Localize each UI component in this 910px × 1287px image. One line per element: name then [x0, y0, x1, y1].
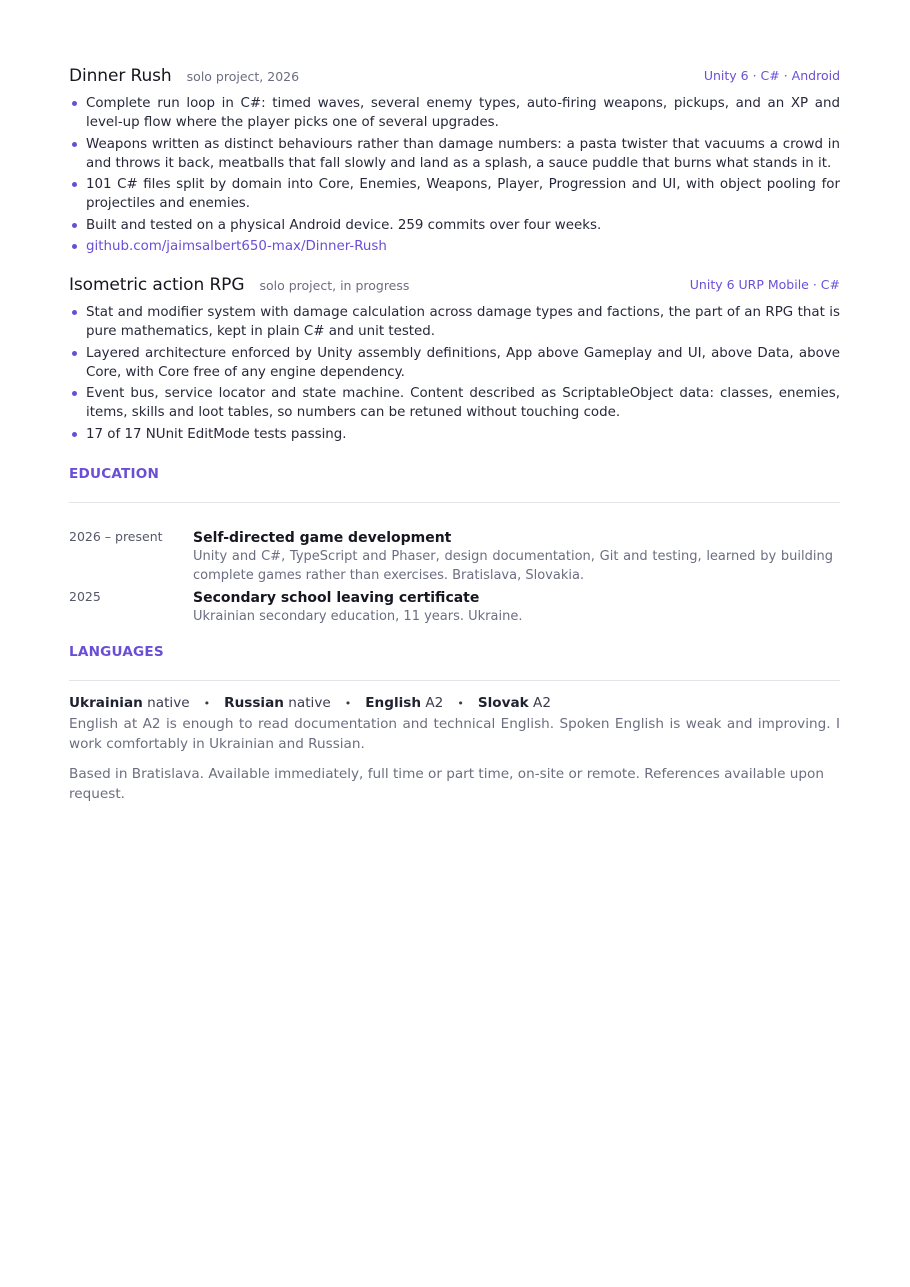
separator: •	[344, 696, 352, 710]
list-item: Weapons written as distinct behaviours rather than damage numbers: a pasta twister that vacuums a crowd in and throws it back, meatballs that fall slowly and land as a splash, a sauce puddle that burns what stands in it.	[69, 135, 840, 173]
project-isometric-rpg	[69, 275, 840, 444]
list-item	[69, 237, 840, 256]
list-item: 17 of 17 NUnit EditMode tests passing.	[69, 425, 840, 444]
language-level: A2	[425, 694, 444, 711]
resume-page	[69, 66, 840, 804]
project-title: Isometric action RPG	[69, 275, 245, 295]
education-entry	[69, 529, 840, 585]
project-tech-stack: Unity 6 · C# · Android	[703, 68, 840, 83]
language-name: Ukrainian	[69, 694, 143, 711]
education-entry	[69, 589, 840, 626]
language-level: A2	[533, 694, 551, 711]
education-date: 2025	[69, 588, 101, 604]
education-title: Secondary school leaving certificate	[193, 589, 480, 606]
section-heading-education: EDUCATION	[69, 466, 840, 503]
language-level: native	[147, 694, 190, 711]
separator: •	[457, 696, 464, 710]
list-item: Stat and modifier system with damage calculation across damage types and factions, the part of an RPG that is pure mathematics, kept in plain C# and unit tested.	[69, 303, 840, 341]
language-name: English	[365, 694, 422, 711]
project-tech-stack: Unity 6 URP Mobile · C#	[689, 277, 840, 292]
project-header	[69, 275, 840, 299]
project-header	[69, 66, 840, 90]
education-description: Unity and C#, TypeScript and Phaser, design documentation, Git and testing, learned by building complete games rather than exercises. Bratislava, Slovakia.	[193, 548, 833, 583]
languages-list	[69, 695, 840, 711]
section-heading-languages: LANGUAGES	[69, 644, 840, 681]
project-meta: solo project, 2026	[186, 69, 300, 84]
education-section	[69, 466, 840, 626]
language-level: native	[288, 694, 331, 711]
language-name: Russian	[224, 694, 284, 711]
education-date: 2026 – present	[69, 528, 163, 544]
availability-note: Based in Bratislava. Available immediately, full time or part time, on-site or remote. References available upon request.	[69, 765, 824, 802]
languages-section	[69, 644, 840, 754]
list-item: Complete run loop in C#: timed waves, several enemy types, auto-firing weapons, pickups, and an XP and level-up flow where the player picks one of several upgrades.	[69, 94, 840, 132]
project-dinner-rush	[69, 66, 840, 256]
list-item: 101 C# files split by domain into Core, Enemies, Weapons, Player, Progression and UI, with object pooling for projectiles and enemies.	[69, 175, 840, 213]
education-description: Ukrainian secondary education, 11 years. Ukraine.	[193, 608, 523, 624]
github-link[interactable]: github.com/jaimsalbert650-max/Dinner-Rush	[86, 239, 387, 254]
project-bullet-list	[69, 94, 840, 256]
separator: •	[203, 696, 211, 710]
project-bullet-list	[69, 303, 840, 444]
project-meta: solo project, in progress	[259, 278, 410, 293]
list-item: Layered architecture enforced by Unity assembly definitions, App above Gameplay and UI, above Data, above Core, with Core free of any engine dependency.	[69, 344, 840, 382]
list-item: Built and tested on a physical Android device. 259 commits over four weeks.	[69, 216, 840, 235]
education-title: Self-directed game development	[193, 529, 452, 546]
languages-note: English at A2 is enough to read documentation and technical English. Spoken English is weak and improving. I work comfortably in Ukrainian and Russian.	[69, 715, 840, 752]
project-title: Dinner Rush	[69, 66, 172, 86]
list-item: Event bus, service locator and state machine. Content described as ScriptableObject data: classes, enemies, items, skills and loot tables, so numbers can be retuned without touching code.	[69, 384, 840, 422]
language-name: Slovak	[477, 694, 529, 711]
